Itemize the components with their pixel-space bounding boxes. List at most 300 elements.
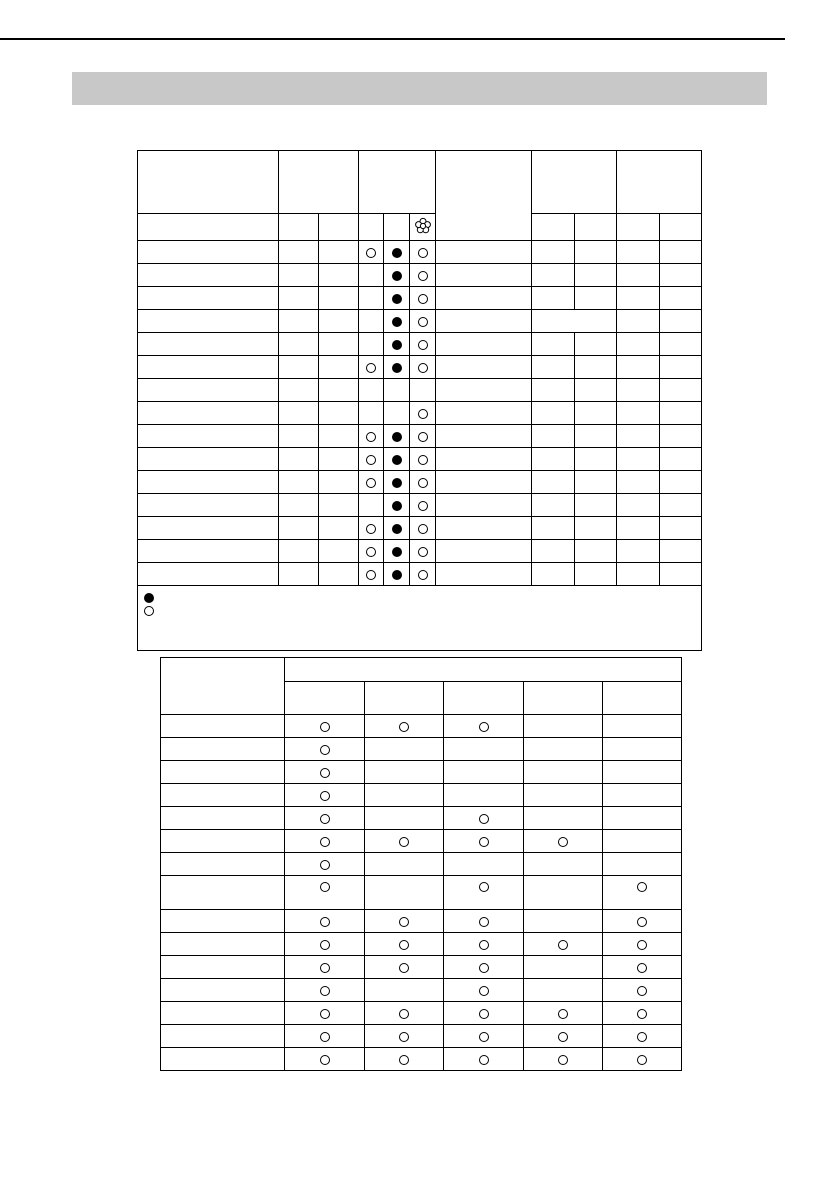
symbol-cell — [285, 876, 365, 910]
table-cell — [575, 563, 617, 586]
table-cell — [436, 310, 532, 333]
row-label — [161, 784, 285, 807]
table-row — [138, 494, 702, 517]
symbol-cell — [410, 563, 436, 586]
table-cell — [575, 448, 617, 471]
table-cell — [660, 379, 702, 402]
open-circle-icon — [479, 882, 489, 892]
table-cell — [660, 287, 702, 310]
table-cell — [617, 540, 660, 563]
symbol-cell — [384, 310, 410, 333]
symbol-cell — [410, 264, 436, 287]
symbol-cell — [384, 333, 410, 356]
symbol-cell — [444, 784, 524, 807]
table-cell — [617, 356, 660, 379]
symbol-cell — [410, 333, 436, 356]
row-label — [138, 356, 279, 379]
table-cell — [279, 402, 319, 425]
symbol-cell — [365, 738, 444, 761]
row-label — [161, 807, 285, 830]
open-circle-icon — [418, 547, 428, 557]
symbol-cell — [285, 1048, 365, 1071]
symbol-cell — [524, 1002, 603, 1025]
table-row — [138, 402, 702, 425]
open-circle-icon — [399, 963, 409, 973]
filled-circle-icon — [392, 478, 402, 488]
t1-subheader-label — [138, 214, 279, 241]
table-row — [161, 715, 682, 738]
table-row — [161, 1048, 682, 1071]
t2-column-label — [285, 682, 365, 715]
symbol-cell — [603, 1002, 682, 1025]
table-cell — [575, 494, 617, 517]
notes-row — [138, 586, 702, 651]
table-cell — [660, 310, 702, 333]
open-circle-icon — [399, 1009, 409, 1019]
symbol-cell — [603, 738, 682, 761]
symbol-cell — [524, 1048, 603, 1071]
open-circle-icon — [418, 455, 428, 465]
table-cell — [617, 402, 660, 425]
symbol-cell — [524, 876, 603, 910]
table-cell — [575, 241, 617, 264]
symbol-cell — [603, 715, 682, 738]
table-row — [138, 287, 702, 310]
table-cell — [575, 356, 617, 379]
symbol-cell — [359, 310, 384, 333]
row-label — [161, 830, 285, 853]
open-circle-icon — [637, 1032, 647, 1042]
table-row — [138, 241, 702, 264]
table-row — [138, 356, 702, 379]
symbol-cell — [384, 448, 410, 471]
table-cell — [319, 563, 359, 586]
row-label — [138, 471, 279, 494]
symbol-cell — [359, 425, 384, 448]
symbol-cell — [603, 876, 682, 910]
t1-subheader-label — [575, 214, 617, 241]
table-cell — [617, 310, 660, 333]
symbol-cell — [410, 517, 436, 540]
filled-circle-icon — [392, 501, 402, 511]
table-cell — [575, 264, 617, 287]
table-row — [161, 761, 682, 784]
open-circle-icon — [320, 986, 330, 996]
table-cell — [532, 402, 575, 425]
open-circle-icon — [320, 1055, 330, 1065]
table-cell — [436, 425, 532, 448]
open-circle-icon — [637, 963, 647, 973]
symbol-cell — [359, 402, 384, 425]
table-row — [138, 379, 702, 402]
symbol-cell — [444, 876, 524, 910]
legend-item — [144, 591, 701, 604]
open-circle-icon — [558, 1009, 568, 1019]
filled-circle-icon — [144, 593, 154, 603]
open-circle-icon — [637, 882, 647, 892]
table-cell — [319, 241, 359, 264]
symbol-cell — [524, 956, 603, 979]
table-cell — [575, 540, 617, 563]
symbol-cell — [359, 517, 384, 540]
symbol-cell — [285, 933, 365, 956]
filled-circle-icon — [392, 271, 402, 281]
table-row — [161, 910, 682, 933]
row-label — [138, 287, 279, 310]
symbol-cell — [359, 540, 384, 563]
table-cell — [660, 402, 702, 425]
table-row — [161, 979, 682, 1002]
row-label — [161, 1048, 285, 1071]
open-circle-icon — [366, 432, 376, 442]
symbol-cell — [410, 494, 436, 517]
open-circle-icon — [320, 1009, 330, 1019]
symbol-cell — [524, 761, 603, 784]
row-label — [161, 715, 285, 738]
table-cell — [575, 517, 617, 540]
table-cell — [617, 448, 660, 471]
table-cell — [279, 241, 319, 264]
symbol-cell — [524, 715, 603, 738]
row-label — [138, 448, 279, 471]
symbol-cell — [384, 471, 410, 494]
row-label — [161, 910, 285, 933]
row-label — [161, 956, 285, 979]
table-cell — [575, 379, 617, 402]
open-circle-icon — [637, 940, 647, 950]
open-circle-icon — [399, 1032, 409, 1042]
symbol-cell — [359, 241, 384, 264]
table-cell — [319, 402, 359, 425]
top-rule — [0, 38, 785, 40]
open-circle-icon — [479, 1055, 489, 1065]
symbol-cell — [359, 264, 384, 287]
table-cell — [660, 241, 702, 264]
symbol-cell — [410, 471, 436, 494]
symbol-cell — [524, 979, 603, 1002]
table-cell — [617, 517, 660, 540]
row-label — [138, 494, 279, 517]
t1-subheader-label — [617, 214, 660, 241]
open-circle-icon — [144, 606, 154, 616]
table-row — [161, 933, 682, 956]
symbol-cell — [285, 738, 365, 761]
symbol-cell — [603, 933, 682, 956]
t2-column-label — [365, 682, 444, 715]
open-circle-icon — [418, 271, 428, 281]
open-circle-icon — [637, 986, 647, 996]
symbol-cell — [603, 761, 682, 784]
symbol-cell — [444, 830, 524, 853]
open-circle-icon — [479, 917, 489, 927]
open-circle-icon — [418, 340, 428, 350]
table-cell — [575, 471, 617, 494]
open-circle-icon — [399, 917, 409, 927]
compatibility-table — [160, 657, 682, 1071]
open-circle-icon — [399, 940, 409, 950]
table-cell — [436, 494, 532, 517]
open-circle-icon — [637, 1055, 647, 1065]
table-row — [161, 807, 682, 830]
table-cell — [319, 333, 359, 356]
table-cell — [279, 425, 319, 448]
table-cell — [279, 494, 319, 517]
open-circle-icon — [320, 768, 330, 778]
table-cell — [319, 287, 359, 310]
table-cell — [532, 356, 575, 379]
symbol-cell — [410, 356, 436, 379]
symbol-cell — [444, 956, 524, 979]
symbol-cell — [524, 1025, 603, 1048]
row-label — [138, 310, 279, 333]
symbol-cell — [285, 1025, 365, 1048]
row-label — [138, 563, 279, 586]
table-cell — [436, 540, 532, 563]
table-cell — [660, 333, 702, 356]
table-row — [161, 1025, 682, 1048]
table-cell — [319, 264, 359, 287]
table-cell — [532, 425, 575, 448]
symbol-cell — [524, 807, 603, 830]
table-cell — [279, 356, 319, 379]
t2-group-label — [285, 658, 682, 682]
table-cell — [617, 563, 660, 586]
open-circle-icon — [418, 524, 428, 534]
symbol-cell — [384, 287, 410, 310]
open-circle-icon — [366, 547, 376, 557]
table-cell — [660, 540, 702, 563]
open-circle-icon — [320, 940, 330, 950]
symbol-cell — [524, 910, 603, 933]
t1-header-label — [279, 151, 359, 214]
table-cell — [532, 333, 575, 356]
symbol-cell — [384, 425, 410, 448]
row-label — [161, 979, 285, 1002]
symbol-cell — [603, 910, 682, 933]
row-label — [161, 876, 285, 910]
table-cell — [319, 425, 359, 448]
row-label — [161, 933, 285, 956]
symbol-cell — [384, 402, 410, 425]
table-row — [161, 956, 682, 979]
table-cell — [319, 448, 359, 471]
table-cell — [532, 241, 575, 264]
symbol-cell — [365, 1002, 444, 1025]
row-label — [161, 1025, 285, 1048]
table-cell — [532, 448, 575, 471]
table-row — [161, 853, 682, 876]
table-cell — [532, 264, 575, 287]
table-cell — [279, 287, 319, 310]
filled-circle-icon — [392, 547, 402, 557]
open-circle-icon — [479, 963, 489, 973]
symbol-cell — [444, 853, 524, 876]
table-cell — [319, 494, 359, 517]
symbol-cell — [603, 1025, 682, 1048]
row-label — [138, 333, 279, 356]
open-circle-icon — [320, 745, 330, 755]
table-cell — [319, 540, 359, 563]
table-cell — [436, 517, 532, 540]
open-circle-icon — [320, 837, 330, 847]
symbol-cell — [524, 784, 603, 807]
symbol-cell — [444, 738, 524, 761]
filled-circle-icon — [392, 294, 402, 304]
table-row — [138, 425, 702, 448]
t1-header-label — [359, 151, 436, 214]
symbol-cell — [384, 563, 410, 586]
symbol-cell — [524, 738, 603, 761]
table-cell — [436, 563, 532, 586]
symbol-cell — [444, 807, 524, 830]
symbol-cell — [365, 1025, 444, 1048]
filled-circle-icon — [392, 455, 402, 465]
symbol-cell — [285, 979, 365, 1002]
symbol-cell — [603, 1048, 682, 1071]
symbol-cell — [603, 853, 682, 876]
open-circle-icon — [320, 917, 330, 927]
t2-header-label — [161, 658, 285, 715]
filled-circle-icon — [392, 570, 402, 580]
t1-subheader-icon-cell — [410, 214, 436, 241]
symbol-cell — [285, 853, 365, 876]
symbol-cell — [410, 310, 436, 333]
table-row — [161, 1002, 682, 1025]
t1-subheader-label — [359, 214, 384, 241]
row-label — [138, 379, 279, 402]
symbol-cell — [285, 761, 365, 784]
table-row — [138, 471, 702, 494]
open-circle-icon — [637, 917, 647, 927]
symbol-cell — [359, 333, 384, 356]
table-cell — [279, 333, 319, 356]
table-cell — [532, 494, 575, 517]
row-label — [138, 425, 279, 448]
symbol-cell — [384, 241, 410, 264]
open-circle-icon — [320, 1032, 330, 1042]
t1-header-label — [532, 151, 617, 214]
row-label — [161, 1002, 285, 1025]
symbol-cell — [384, 540, 410, 563]
section-header-bar — [72, 72, 767, 105]
symbol-cell — [359, 494, 384, 517]
table-cell — [617, 333, 660, 356]
symbol-cell — [524, 933, 603, 956]
table-cell — [319, 310, 359, 333]
open-circle-icon — [479, 1032, 489, 1042]
filled-circle-icon — [392, 317, 402, 327]
symbol-cell — [384, 517, 410, 540]
symbol-cell — [410, 241, 436, 264]
symbol-cell — [410, 448, 436, 471]
symbol-cell — [410, 540, 436, 563]
symbol-cell — [410, 287, 436, 310]
table-cell — [436, 241, 532, 264]
table-cell — [532, 563, 575, 586]
t1-subheader-label — [660, 214, 702, 241]
open-circle-icon — [418, 409, 428, 419]
table-cell — [617, 264, 660, 287]
table-cell — [436, 402, 532, 425]
symbol-cell — [524, 853, 603, 876]
t1-header-label — [138, 151, 279, 214]
open-circle-icon — [418, 294, 428, 304]
table-row — [161, 876, 682, 910]
symbol-cell — [365, 853, 444, 876]
table-cell — [660, 517, 702, 540]
table-cell — [319, 471, 359, 494]
symbol-cell — [384, 379, 410, 402]
open-circle-icon — [320, 791, 330, 801]
table-cell — [617, 425, 660, 448]
table-cell — [279, 310, 319, 333]
open-circle-icon — [320, 722, 330, 732]
symbol-cell — [359, 471, 384, 494]
symbol-cell — [365, 1048, 444, 1071]
table-cell — [279, 471, 319, 494]
symbol-cell — [365, 910, 444, 933]
table-cell — [575, 287, 617, 310]
table-cell — [436, 356, 532, 379]
table-cell — [279, 563, 319, 586]
symbol-cell — [444, 1048, 524, 1071]
symbol-cell — [444, 1002, 524, 1025]
table-cell — [279, 379, 319, 402]
table-cell — [660, 448, 702, 471]
table-row — [138, 517, 702, 540]
row-label — [161, 853, 285, 876]
symbol-cell — [359, 448, 384, 471]
open-circle-icon — [418, 570, 428, 580]
table-row — [161, 738, 682, 761]
symbol-cell — [384, 356, 410, 379]
table-cell — [617, 471, 660, 494]
row-label — [138, 402, 279, 425]
symbol-cell — [603, 979, 682, 1002]
symbol-cell — [359, 379, 384, 402]
filled-circle-icon — [392, 432, 402, 442]
table-row — [138, 540, 702, 563]
symbol-cell — [365, 956, 444, 979]
open-circle-icon — [479, 1009, 489, 1019]
table-cell — [279, 517, 319, 540]
row-label — [138, 264, 279, 287]
open-circle-icon — [558, 940, 568, 950]
t1-subheader-label — [532, 214, 575, 241]
open-circle-icon — [558, 1032, 568, 1042]
filled-circle-icon — [392, 248, 402, 258]
table-cell — [575, 333, 617, 356]
symbol-cell — [365, 784, 444, 807]
table-cell — [319, 356, 359, 379]
filled-circle-icon — [392, 524, 402, 534]
open-circle-icon — [418, 363, 428, 373]
table-row — [161, 830, 682, 853]
open-circle-icon — [320, 963, 330, 973]
feature-table — [137, 150, 702, 651]
table-cell — [660, 563, 702, 586]
symbol-cell — [365, 933, 444, 956]
table-row — [138, 563, 702, 586]
open-circle-icon — [418, 478, 428, 488]
table-cell — [279, 540, 319, 563]
table-cell — [617, 241, 660, 264]
symbol-cell — [359, 287, 384, 310]
table-cell — [660, 356, 702, 379]
t1-header-label — [436, 151, 532, 241]
open-circle-icon — [418, 317, 428, 327]
table-cell — [660, 264, 702, 287]
